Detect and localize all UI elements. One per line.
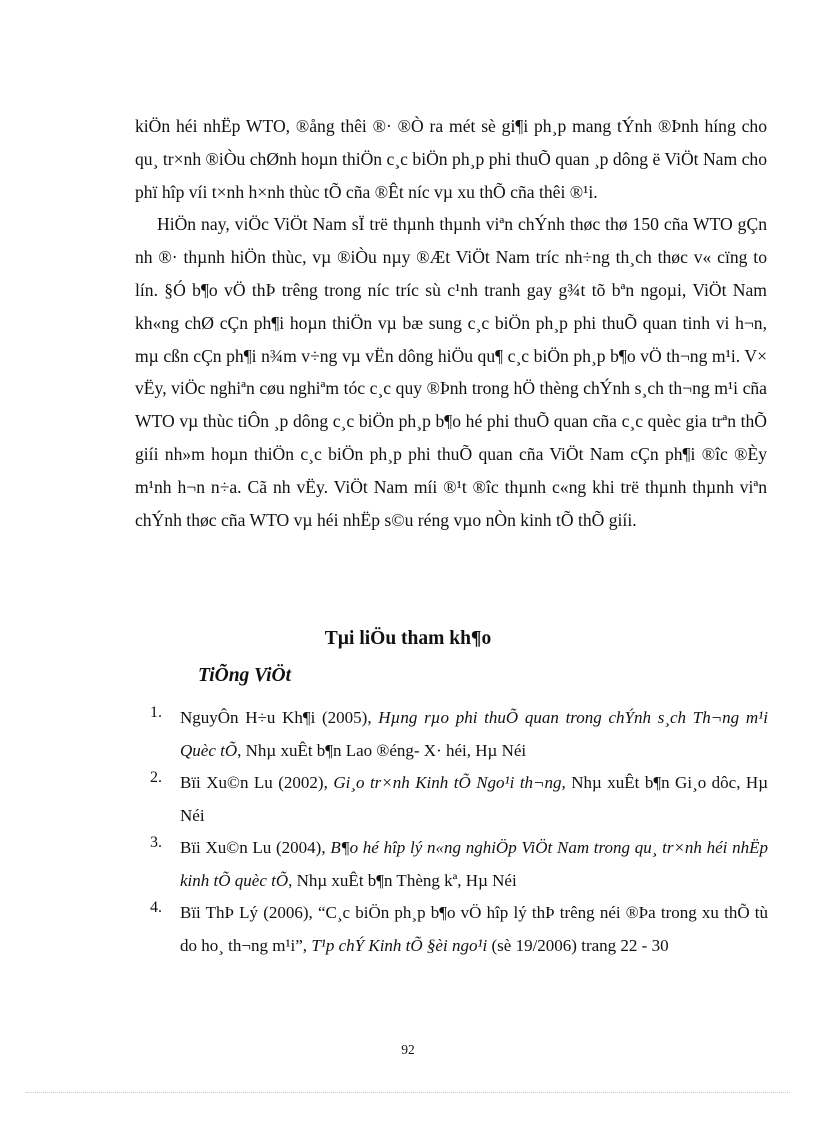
reference-publisher: , Nhµ xuÊt b¶n Lao ®éng- X· héi, Hµ Néi: [237, 740, 527, 760]
reference-title: B¶o hé hîp lý n«ng nghiÖp ViÖt Nam trong qu¸ tr×nh héi nhËp kinh tÕ quèc tÕ: [180, 838, 769, 890]
reference-text: [180, 838, 768, 890]
reference-number: 3.: [150, 834, 162, 851]
page-number: 92: [401, 1042, 415, 1057]
reference-item: [148, 702, 768, 767]
reference-text: [180, 708, 768, 760]
page-bottom-divider: [26, 1092, 790, 1093]
reference-author: Bïi ThÞ Lý (2006), “C¸c biÖn ph¸p b¶o vÖ hîp lý thÞ trêng néi ®Þa trong xu thÕ tù do ho¸ th¬ng m¹i”,: [180, 903, 768, 955]
reference-publisher: Nhµ xuÊt b¶n Gi¸o dôc, Hµ Néi: [180, 773, 769, 825]
reference-author: Bïi Xu©n Lu (2002),: [180, 773, 334, 792]
reference-item: [148, 832, 768, 897]
reference-number: 1.: [150, 704, 162, 721]
reference-title: Hµng rµo phi thuÕ quan trong chÝnh s¸ch Th¬ng m¹i Quèc tÕ: [180, 708, 768, 760]
section-title: Tµi liÖu tham kh¶o: [324, 628, 492, 649]
reference-author: Bïi Xu©n Lu (2004),: [180, 838, 331, 857]
reference-author: NguyÔn H÷u Kh¶i (2005),: [180, 708, 379, 727]
reference-title: T¹p chÝ Kinh tÕ §èi ngo¹i: [311, 935, 488, 955]
paragraph: kiÖn héi nhËp WTO, ®ång thêi ®· ®Ò ra mét sè gi¶i ph¸p mang tÝnh ®Þnh híng cho qu¸ tr×nh ®iÒu chØnh hoµn thiÖn c¸c biÖn ph¸p phi thuÕ quan ¸p dông ë ViÖt Nam cho phï hîp víi t×nh h×nh thùc tÕ cña ®Êt níc vµ xu thÕ cña thêi ®¹i.: [135, 116, 767, 202]
reference-item: [148, 897, 768, 962]
reference-text: [180, 903, 768, 955]
reference-title: Gi¸o tr×nh Kinh tÕ Ngo¹i th¬ng,: [333, 773, 566, 792]
subsection-title: TiÕng ViÖt: [198, 665, 292, 686]
reference-number: 2.: [150, 769, 162, 786]
paragraph: HiÖn nay, viÖc ViÖt Nam sÏ trë thµnh thµnh viªn chÝnh thøc thø 150 cña WTO gÇn nh ®· thµnh hiÖn thùc, vµ ®iÒu nµy ®Æt ViÖt Nam tríc nh÷ng th¸ch thøc v« cïng to lín. §Ó b¶o vÖ thÞ trêng trong níc tríc sù c¹nh tranh gay g¾t tõ bªn ngoµi, ViÖt Nam kh«ng chØ cÇn ph¶i hoµn thiÖn vµ bæ sung c¸c biÖn ph¸p phi thuÕ quan tinh vi h¬n, mµ cßn cÇn ph¶i n¾m v÷ng vµ vËn dông hiÖu qu¶ c¸c biÖn ph¸p b¶o vÖ th¬ng m¹i. V× vËy, viÖc nghiªn cøu nghiªm tóc c¸c quy ®Þnh trong hÖ thèng chÝnh s¸ch th¬ng m¹i cña WTO vµ thùc tiÔn ¸p dông c¸c biÖn ph¸p b¶o hé phi thuÕ quan cña c¸c quèc gia trªn thÕ giíi nh»m hoµn thiÖn c¸c biÖn ph¸p phi thuÕ quan cña ViÖt Nam cÇn ph¶i ®îc ®Èy m¹nh h¬n n÷a. Cã nh vËy. ViÖt Nam míi ®¹t ®îc thµnh c«ng khi trë thµnh thµnh viªn chÝnh thøc cña WTO vµ héi nhËp s©u réng vµo nÒn kinh tÕ thÕ giíi.: [135, 214, 767, 530]
body-text: [135, 110, 767, 536]
reference-list: [148, 702, 768, 962]
reference-publisher: , Nhµ xuÊt b¶n Thèng kª, Hµ Néi: [288, 870, 517, 890]
reference-item: [148, 767, 768, 832]
reference-text: [180, 773, 768, 825]
reference-number: 4.: [150, 899, 162, 916]
reference-publisher: (sè 19/2006) trang 22 - 30: [487, 935, 669, 955]
